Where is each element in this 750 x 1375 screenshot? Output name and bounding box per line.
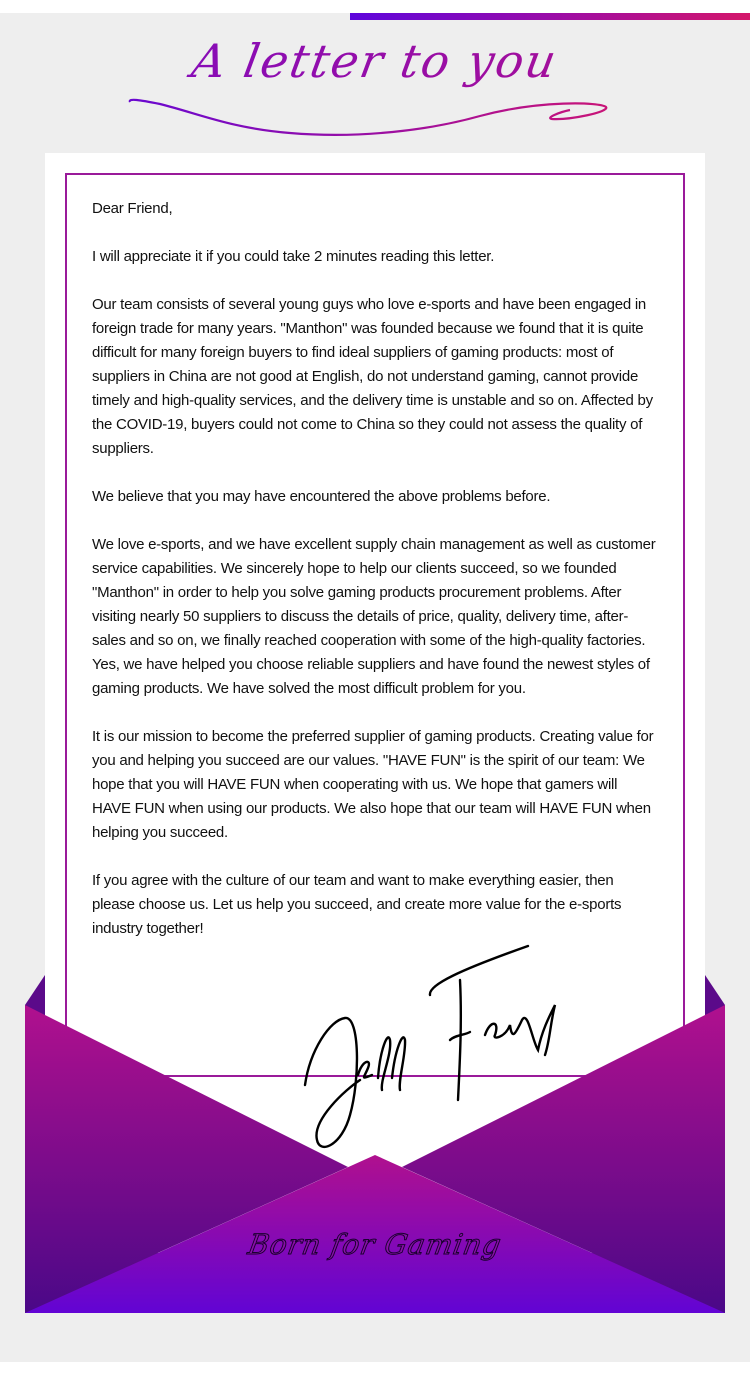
page-title: A letter to you bbox=[0, 34, 750, 88]
envelope-front bbox=[25, 1005, 725, 1313]
letter-paragraph: Our team consists of several young guys who love e-sports and have been engaged in foreign trade for many years. "Manthon" was founded because we found that it is quite difficult for many foreign buyers to find ideal suppliers of gaming products: most of suppliers in China are not good at English, do not understand gaming, cannot provide timely and high-quality services, and the delivery time is unstable and so on. Affected by the COVID-19, buyers could not come to China so they could not assess the quality of suppliers. bbox=[92, 296, 653, 457]
letter-paragraph: It is our mission to become the preferred supplier of gaming products. Creating value for you and helping you succeed are our values. "HAVE FUN" is the spirit of our team: We hope that you will HAVE FUN when cooperating with us. We hope that gamers will HAVE FUN when using our products. We also hope that our team will HAVE FUN when helping you succeed. bbox=[92, 728, 654, 841]
title-underline-swoosh bbox=[120, 92, 620, 142]
letter-paragraph: If you agree with the culture of our team and want to make everything easier, then please choose us. Let us help you succeed, and create more value for the e-sports industry together! bbox=[92, 872, 622, 937]
letter-paragraph: I will appreciate it if you could take 2 minutes reading this letter. bbox=[92, 248, 495, 265]
letter-paragraph: We love e-sports, and we have excellent supply chain management as well as customer service capabilities. We sincerely hope to help our clients succeed, so we founded "Manthon" in order to help you solve gaming products procurement problems. After visiting nearly 50 suppliers to discuss the details of price, quality, delivery time, after-sales and so on, we finally reached cooperation with some of the high-quality factories. Yes, we have helped you choose reliable suppliers and have found the newest styles of gaming products. We have solved the most difficult problem for you. bbox=[92, 536, 656, 697]
letter-paragraph: We believe that you may have encountered the above problems before. bbox=[92, 488, 551, 505]
envelope-tagline: Born for Gaming bbox=[245, 1228, 505, 1261]
accent-bar bbox=[350, 13, 750, 20]
letter-body bbox=[92, 197, 658, 965]
letter-greeting: Dear Friend, bbox=[92, 200, 173, 217]
